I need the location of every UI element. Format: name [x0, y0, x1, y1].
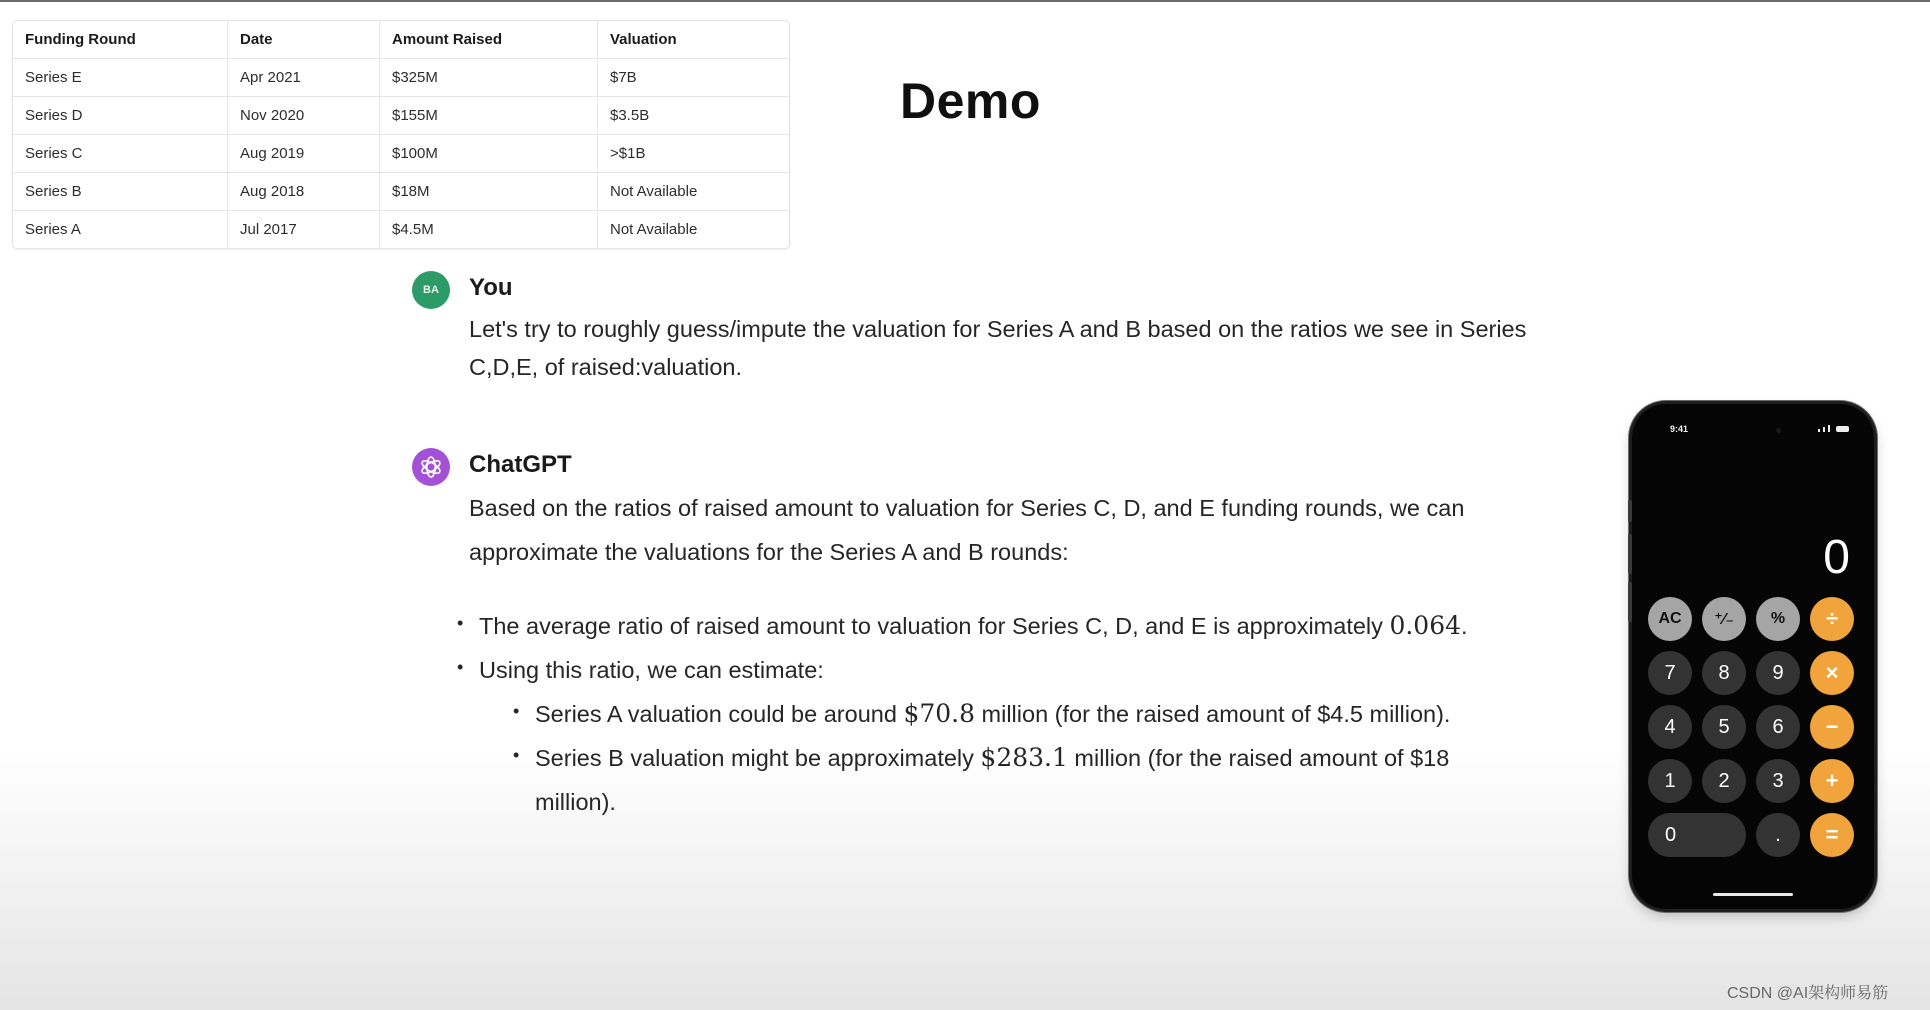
table-row: [13, 97, 789, 135]
phone-calculator: [1632, 404, 1874, 909]
cell-round: Series B: [13, 173, 228, 210]
key-7[interactable]: 7: [1648, 651, 1692, 695]
cell-valuation: Not Available: [610, 221, 698, 238]
cell-date: Apr 2021: [228, 59, 380, 96]
ratio-value: 0.064: [1389, 611, 1462, 640]
page-title: Demo: [900, 73, 1041, 129]
funding-table: [12, 20, 790, 249]
home-indicator: [1713, 893, 1793, 896]
key-plus-minus[interactable]: ⁺∕₋: [1702, 597, 1746, 641]
table-row: [13, 211, 789, 248]
cell-round: Series D: [13, 97, 228, 134]
cell-valuation: >$1B: [610, 145, 646, 162]
key-3[interactable]: 3: [1756, 759, 1800, 803]
cell-valuation: Not Available: [610, 183, 698, 200]
key-decimal[interactable]: .: [1756, 813, 1800, 857]
key-divide[interactable]: ÷: [1810, 597, 1854, 641]
key-plus[interactable]: +: [1810, 759, 1854, 803]
cell-round: Series A: [13, 211, 228, 248]
series-a-estimate: $70.8: [903, 699, 976, 728]
camera-dot: [1776, 428, 1781, 433]
cell-valuation: $3.5B: [610, 107, 650, 124]
phone-side-button: [1628, 500, 1632, 522]
cell-amount: $100M: [380, 135, 598, 172]
cell-round: Series E: [13, 59, 228, 96]
table-row: [13, 135, 789, 173]
phone-volume-up: [1628, 534, 1632, 574]
chatgpt-logo-icon: [412, 448, 450, 486]
watermark: CSDN @AI架构师易筋: [1727, 985, 1889, 1002]
cell-date: Aug 2019: [228, 135, 380, 172]
cell-date: Aug 2018: [228, 173, 380, 210]
cell-amount: $4.5M: [380, 211, 598, 248]
user-name: You: [469, 274, 513, 301]
key-minus[interactable]: −: [1810, 705, 1854, 749]
signal-icon: [1828, 425, 1830, 432]
list-item: • Series A valuation could be around $70.8 million (for the raised amount of $4.5 million).: [535, 692, 1450, 736]
list-item-wrap: million).: [535, 789, 616, 815]
cell-amount: $325M: [380, 59, 598, 96]
phone-volume-down: [1628, 582, 1632, 622]
cell-amount: $155M: [380, 97, 598, 134]
key-equals[interactable]: =: [1810, 813, 1854, 857]
table-header-row: [13, 21, 789, 59]
key-multiply[interactable]: ×: [1810, 651, 1854, 695]
cell-round: Series C: [13, 135, 228, 172]
header-valuation: Valuation: [610, 31, 677, 48]
key-8[interactable]: 8: [1702, 651, 1746, 695]
user-message: Let's try to roughly guess/impute the valuation for Series A and B based on the ratios we see in Series C,D,E, of raised:valuation.: [469, 316, 1527, 380]
header-amount-raised: Amount Raised: [380, 21, 598, 58]
list-item: • Series B valuation might be approximately $283.1 million (for the raised amount of $18: [535, 736, 1449, 780]
key-ac[interactable]: AC: [1648, 597, 1692, 641]
cell-date: Jul 2017: [228, 211, 380, 248]
header-date: Date: [228, 21, 380, 58]
series-b-estimate: $283.1: [980, 743, 1068, 772]
signal-icon: [1818, 429, 1820, 432]
list-item: • Using this ratio, we can estimate:: [479, 648, 824, 692]
assistant-name: ChatGPT: [469, 451, 572, 478]
key-percent[interactable]: %: [1756, 597, 1800, 641]
table-row: [13, 59, 789, 97]
user-avatar: BA: [412, 271, 450, 309]
status-time: 9:41: [1670, 424, 1689, 434]
cell-valuation: $7B: [610, 69, 637, 86]
cell-amount: $18M: [380, 173, 598, 210]
header-funding-round: Funding Round: [13, 21, 228, 58]
cell-date: Nov 2020: [228, 97, 380, 134]
table-row: [13, 173, 789, 211]
key-9[interactable]: 9: [1756, 651, 1800, 695]
key-6[interactable]: 6: [1756, 705, 1800, 749]
battery-icon: [1836, 426, 1849, 432]
key-4[interactable]: 4: [1648, 705, 1692, 749]
assistant-intro: Based on the ratios of raised amount to valuation for Series C, D, and E funding rounds, we can approximate the valuations for the Series A and B rounds:: [469, 495, 1465, 565]
status-icons: [1818, 425, 1849, 432]
calculator-display: 0: [1823, 531, 1850, 584]
list-item: • The average ratio of raised amount to valuation for Series C, D, and E is approximately 0.064.: [479, 604, 1468, 648]
key-1[interactable]: 1: [1648, 759, 1692, 803]
key-5[interactable]: 5: [1702, 705, 1746, 749]
signal-icon: [1823, 427, 1825, 432]
key-0[interactable]: 0: [1648, 813, 1746, 857]
top-divider: [0, 0, 1930, 2]
key-2[interactable]: 2: [1702, 759, 1746, 803]
